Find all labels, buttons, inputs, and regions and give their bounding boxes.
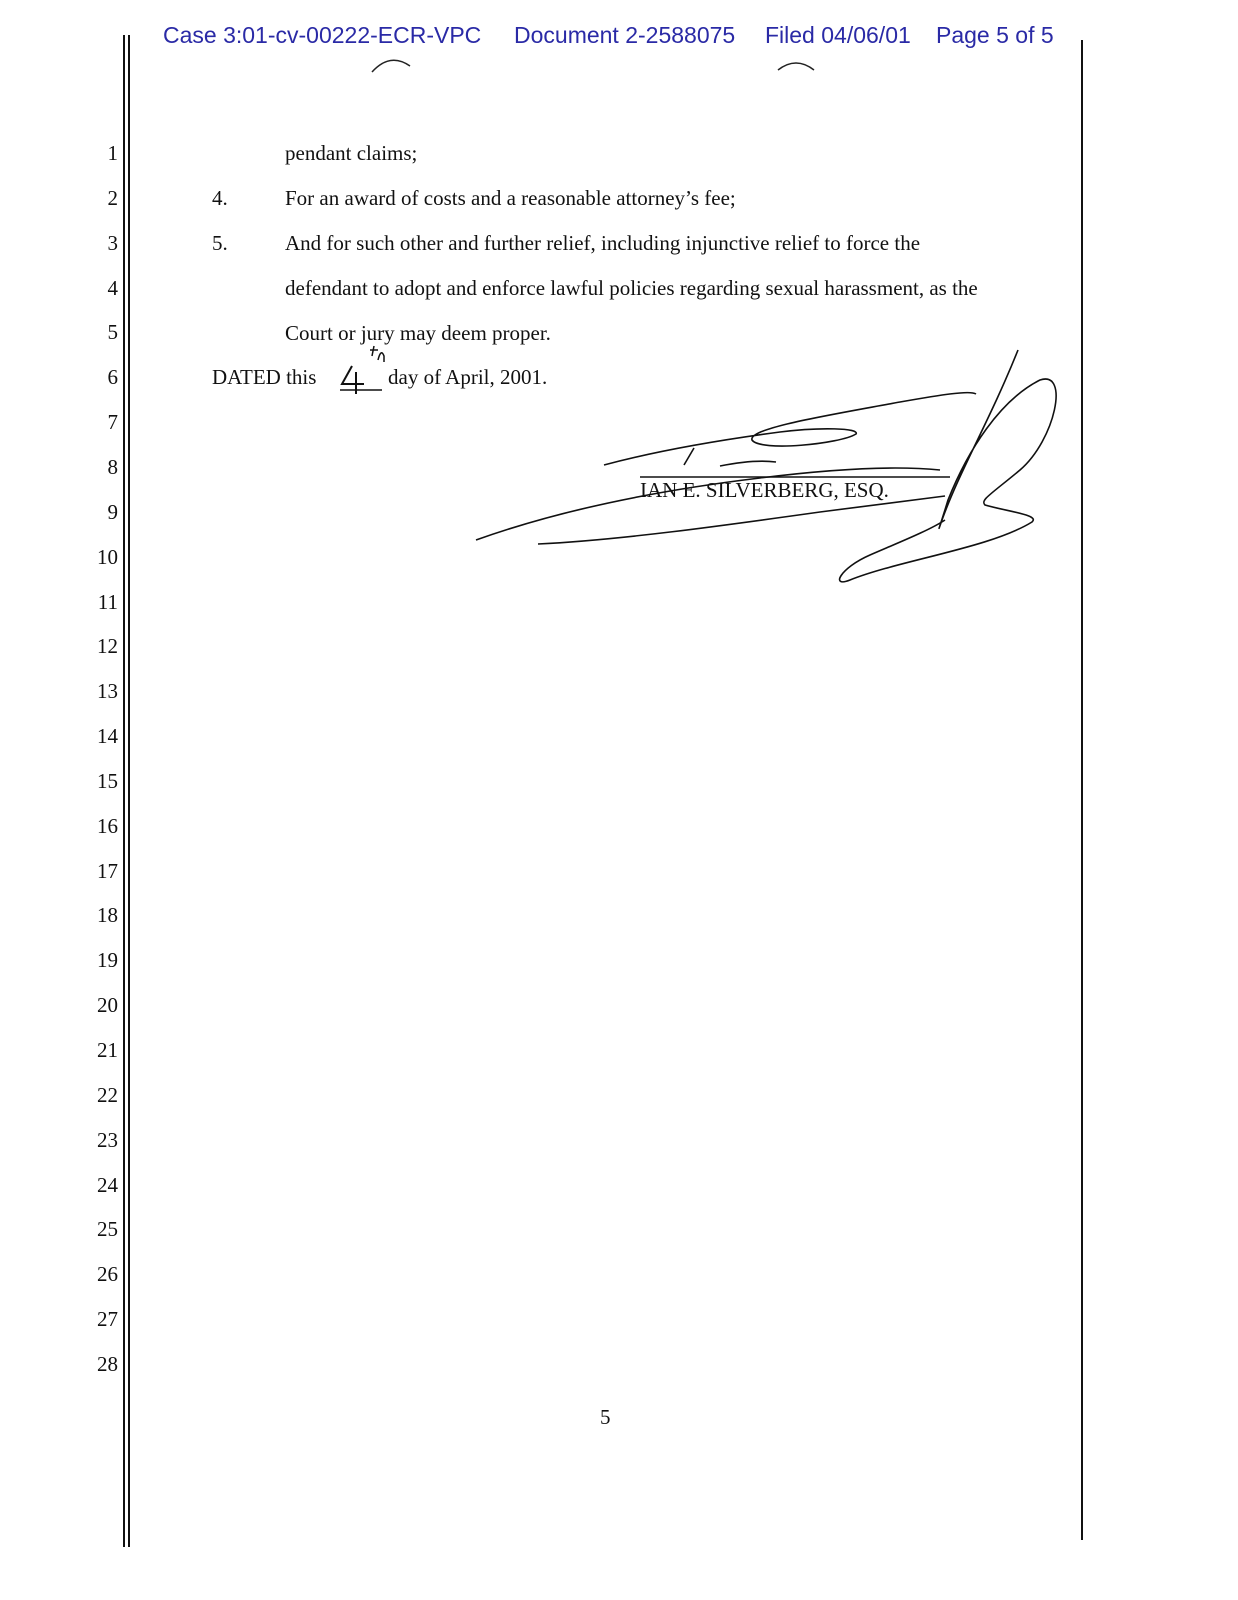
line-number: 21	[97, 1038, 118, 1062]
line-number: 4	[107, 275, 118, 300]
line-number: 1	[107, 141, 118, 165]
signature-name: IAN E. SILVERBERG, ESQ.	[640, 478, 889, 502]
item-4-text: For an award of costs and a reasonable attorney’s fee;	[285, 186, 736, 210]
line-number: 2	[107, 185, 118, 210]
line-number: 13	[97, 679, 118, 704]
line-number: 26	[97, 1262, 118, 1287]
line-number: 24	[97, 1172, 118, 1197]
line-number: 10	[97, 544, 118, 569]
item-4-number: 4.	[212, 186, 228, 210]
line-number: 9	[107, 499, 118, 524]
line-number: 8	[107, 454, 118, 479]
item-5-number: 5.	[212, 231, 228, 255]
line-number: 6	[107, 365, 118, 390]
line-number: 7	[107, 410, 118, 435]
line-number: 18	[97, 903, 118, 928]
header-ink-mark-left	[372, 60, 410, 72]
header-ink-mark-right	[778, 63, 814, 70]
page-count: Page 5 of 5	[936, 22, 1054, 48]
case-number: Case 3:01-cv-00222-ECR-VPC	[163, 22, 482, 48]
handwritten-day-icon	[340, 346, 384, 394]
dated-suffix: day of April, 2001.	[388, 365, 548, 389]
line-number: 19	[97, 948, 118, 973]
line-number: 12	[97, 634, 118, 659]
line-number: 17	[97, 858, 118, 883]
item-5-line-3: Court or jury may deem proper.	[285, 321, 551, 345]
line-number: 14	[97, 724, 118, 749]
dated-prefix: DATED this	[212, 365, 317, 389]
pendant-claims-line: pendant claims;	[285, 141, 418, 165]
line-number: 15	[97, 768, 118, 793]
line-number: 23	[97, 1127, 118, 1152]
line-number: 20	[97, 993, 118, 1018]
page-number: 5	[600, 1405, 611, 1429]
line-number: 28	[97, 1351, 118, 1376]
line-number: 27	[97, 1307, 118, 1332]
filed-date: Filed 04/06/01	[765, 22, 911, 48]
document-number: Document 2-2588075	[514, 22, 736, 48]
signature-icon	[476, 350, 1056, 582]
line-number: 5	[107, 320, 118, 345]
item-5-line-1: And for such other and further relief, including injunctive relief to force the	[285, 231, 921, 255]
line-number: 11	[97, 589, 118, 614]
line-number: 25	[97, 1217, 118, 1242]
line-number: 22	[97, 1082, 118, 1107]
item-5-line-2: defendant to adopt and enforce lawful policies regarding sexual harassment, as the	[285, 276, 978, 300]
line-number: 3	[107, 230, 118, 255]
line-number: 16	[97, 813, 118, 838]
